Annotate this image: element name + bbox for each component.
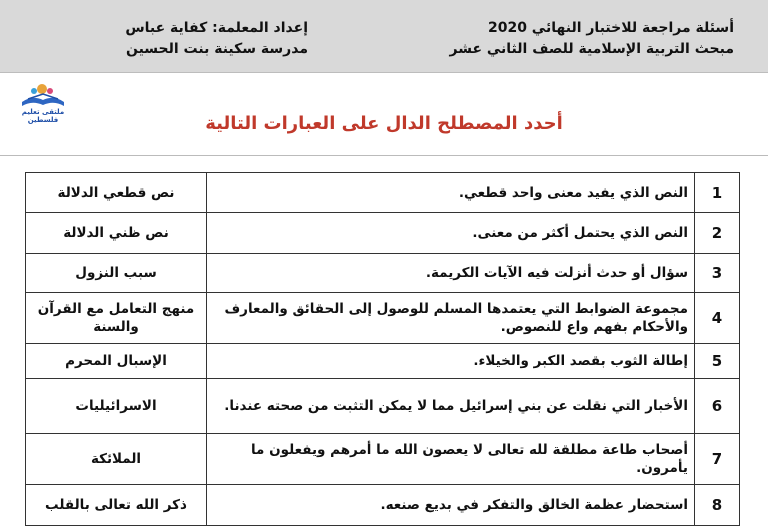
subject-line: مبحث التربية الإسلامية للصف الثاني عشر (449, 41, 734, 57)
answer-term: نص قطعي الدلالة (26, 173, 207, 213)
question-statement: إطالة الثوب بقصد الكبر والخيلاء. (207, 344, 695, 379)
question-number: 4 (695, 293, 740, 344)
question-number: 6 (695, 379, 740, 434)
question-number: 3 (695, 254, 740, 293)
answer-term: ذكر الله تعالى بالقلب (26, 485, 207, 526)
question-statement: الأخبار التي نقلت عن بني إسرائيل مما لا يمكن التثبت من صحته عندنا. (207, 379, 695, 434)
question-number: 7 (695, 434, 740, 485)
logo-caption: ملتقى تعليم فلسطين (21, 108, 65, 124)
terms-table (25, 172, 740, 526)
question-statement: النص الذي يحتمل أكثر من معنى. (207, 213, 695, 254)
teacher-info (108, 18, 308, 60)
answer-term: نص ظني الدلالة (26, 213, 207, 254)
table-row (26, 213, 740, 254)
exam-title: أسئلة مراجعة للاختبار النهائي 2020 (487, 20, 734, 36)
table-row (26, 434, 740, 485)
question-statement: سؤال أو حدث أنزلت فيه الآيات الكريمة. (207, 254, 695, 293)
question-statement: أصحاب طاعة مطلقة لله تعالى لا يعصون الله ما أمرهم ويفعلون ما يأمرون. (207, 434, 695, 485)
answer-term: سبب النزول (26, 254, 207, 293)
question-number: 8 (695, 485, 740, 526)
question-statement: النص الذي يفيد معنى واحد قطعي. (207, 173, 695, 213)
question-number: 5 (695, 344, 740, 379)
table-row (26, 344, 740, 379)
table-row (26, 485, 740, 526)
answer-term: الاسرائيليات (26, 379, 207, 434)
school-line: مدرسة سكينة بنت الحسين (125, 41, 308, 57)
answer-term: الإسبال المحرم (26, 344, 207, 379)
answer-term: منهج التعامل مع القرآن والسنة (26, 293, 207, 344)
divider (0, 155, 768, 156)
answer-term: الملائكة (26, 434, 207, 485)
table-row (26, 379, 740, 434)
question-number: 1 (695, 173, 740, 213)
table-row (26, 173, 740, 213)
task-title: أحدد المصطلح الدال على العبارات التالية (205, 113, 563, 134)
table-row (26, 254, 740, 293)
page-header (0, 0, 768, 73)
question-statement: مجموعة الضوابط التي يعتمدها المسلم للوصول إلى الحقائق والمعارف والأحكام بفهم واع للنصوص. (207, 293, 695, 344)
exam-info (449, 18, 734, 60)
teacher-line: إعداد المعلمة: كفاية عباس (125, 20, 308, 36)
question-statement: استحضار عظمة الخالق والتفكر في بديع صنعه. (207, 485, 695, 526)
question-number: 2 (695, 213, 740, 254)
book-logo-icon (12, 82, 74, 108)
table-row (26, 293, 740, 344)
